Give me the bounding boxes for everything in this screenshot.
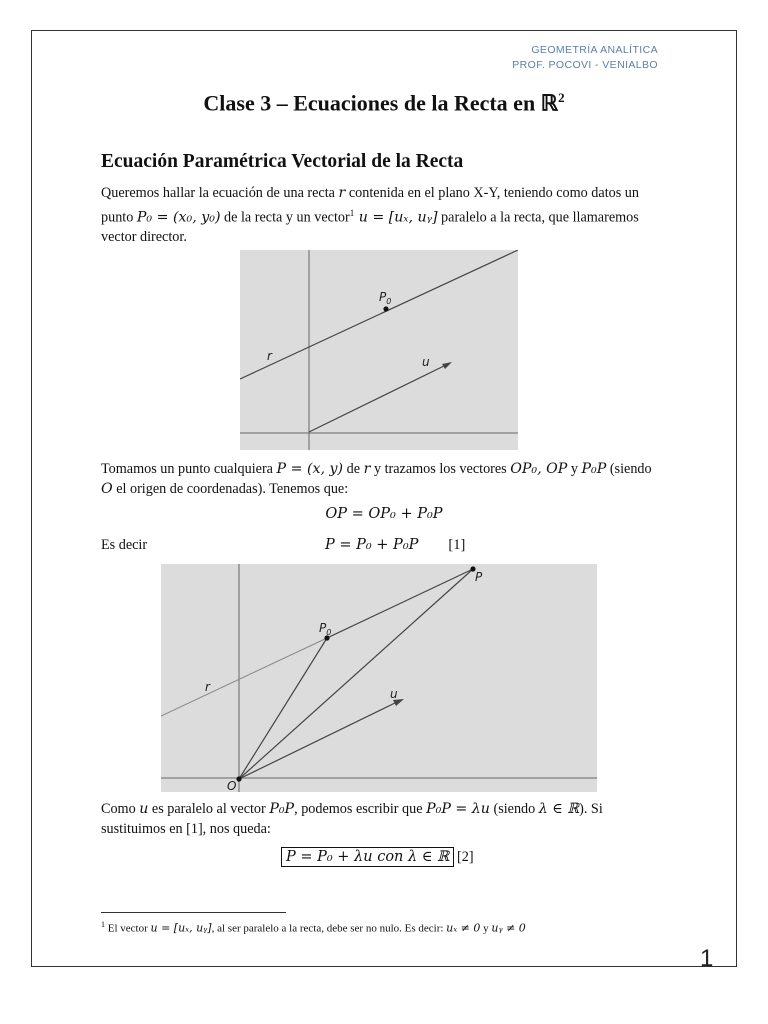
figure-vector-triangle — [161, 564, 597, 792]
label-o: O — [227, 779, 237, 792]
math-p0: P₀ = (x₀, y₀) — [136, 209, 221, 226]
math-p: P = (x, y) — [276, 461, 344, 477]
text: Queremos hallar la ecuación de una recta — [101, 185, 339, 201]
text: de la recta y un vector — [220, 209, 350, 226]
figure-background — [240, 250, 518, 450]
math-ux: uₓ ≠ 0 — [446, 921, 481, 935]
label-u: u — [390, 687, 398, 701]
point-p0 — [383, 306, 388, 311]
text: es paralelo al vector — [148, 801, 270, 817]
section-title: Ecuación Paramétrica Vectorial de la Recta — [101, 151, 464, 172]
text: ). Si sustituimos en [1], nos queda: — [101, 801, 603, 837]
text: El vector — [105, 922, 151, 935]
math-lambda: λ ∈ ℝ — [538, 801, 580, 817]
math-u: u — [139, 801, 149, 817]
text: Tomamos un punto cualquiera — [101, 461, 277, 477]
header-course: GEOMETRÍA ANALÍTICA — [531, 44, 658, 56]
label-r: r — [205, 680, 210, 694]
label-p0: $P_0$ — [319, 621, 332, 637]
label-p: P — [475, 570, 483, 584]
math-vectors: OP₀, OP — [510, 461, 568, 477]
paragraph-vectors — [101, 460, 661, 499]
label-p0: $P_0$ — [379, 290, 392, 306]
paragraph-intro — [101, 184, 661, 247]
text: y — [567, 461, 582, 477]
label-u: u — [422, 355, 430, 369]
equation-2-number: [2] — [457, 849, 474, 865]
page-number: 1 — [700, 945, 714, 972]
equation-1-number: [1] — [448, 537, 466, 553]
math-p0p: P₀P — [581, 461, 607, 477]
math-p0p: P₀P — [269, 801, 295, 817]
page-title-text: Clase 3 – Ecuaciones de la Recta en ℝ — [203, 90, 559, 116]
text: de — [343, 461, 364, 477]
es-decir-label: Es decir — [101, 537, 148, 553]
math-o: O — [101, 480, 113, 497]
paragraph-parallel — [101, 800, 661, 839]
footnote-ref[interactable]: 1 — [349, 207, 355, 218]
math-r: r — [338, 185, 346, 201]
math-uy: uᵧ ≠ 0 — [491, 921, 526, 935]
footnote-divider — [101, 912, 286, 913]
text: el origen de coordenadas). Tenemos que: — [112, 480, 349, 497]
text: (siendo — [606, 461, 652, 477]
boxed-equation: P = P₀ + λu con λ ∈ ℝ — [281, 847, 454, 867]
figure-background — [161, 564, 597, 792]
footnote-number: 1 — [101, 920, 105, 929]
math-p0p-lambda: P₀P = λu — [426, 801, 490, 817]
text: (siendo — [489, 801, 539, 817]
text: y trazamos los vectores — [370, 461, 511, 477]
text: contenida en el plano X-Y, teniendo como datos un punto — [101, 185, 639, 226]
math-u: u = [uₓ, uᵧ] — [354, 209, 438, 226]
page-title — [0, 90, 768, 116]
text: paralelo a la recta, que llamaremos vector director. — [101, 209, 639, 245]
label-r: r — [267, 349, 272, 363]
equation-1-body: P = P₀ + P₀P — [325, 537, 419, 553]
equation-vector-sum: OP = OP₀ + P₀P — [325, 506, 443, 522]
text: , al ser paralelo a la recta, debe ser no nulo. Es decir: — [211, 922, 447, 935]
header-professors: PROF. POCOVI - VENIALBO — [512, 59, 658, 71]
text: Como — [101, 801, 140, 817]
equation-1 — [325, 537, 465, 554]
text: , podemos escribir que — [294, 801, 427, 817]
page-title-exponent: 2 — [558, 90, 565, 105]
math-r: r — [363, 461, 371, 477]
figure-line-and-vector — [240, 250, 518, 450]
footnote — [101, 920, 526, 935]
text: y — [480, 922, 492, 935]
math-u: u = [uₓ, uᵧ] — [150, 921, 212, 935]
point-o — [236, 776, 241, 781]
